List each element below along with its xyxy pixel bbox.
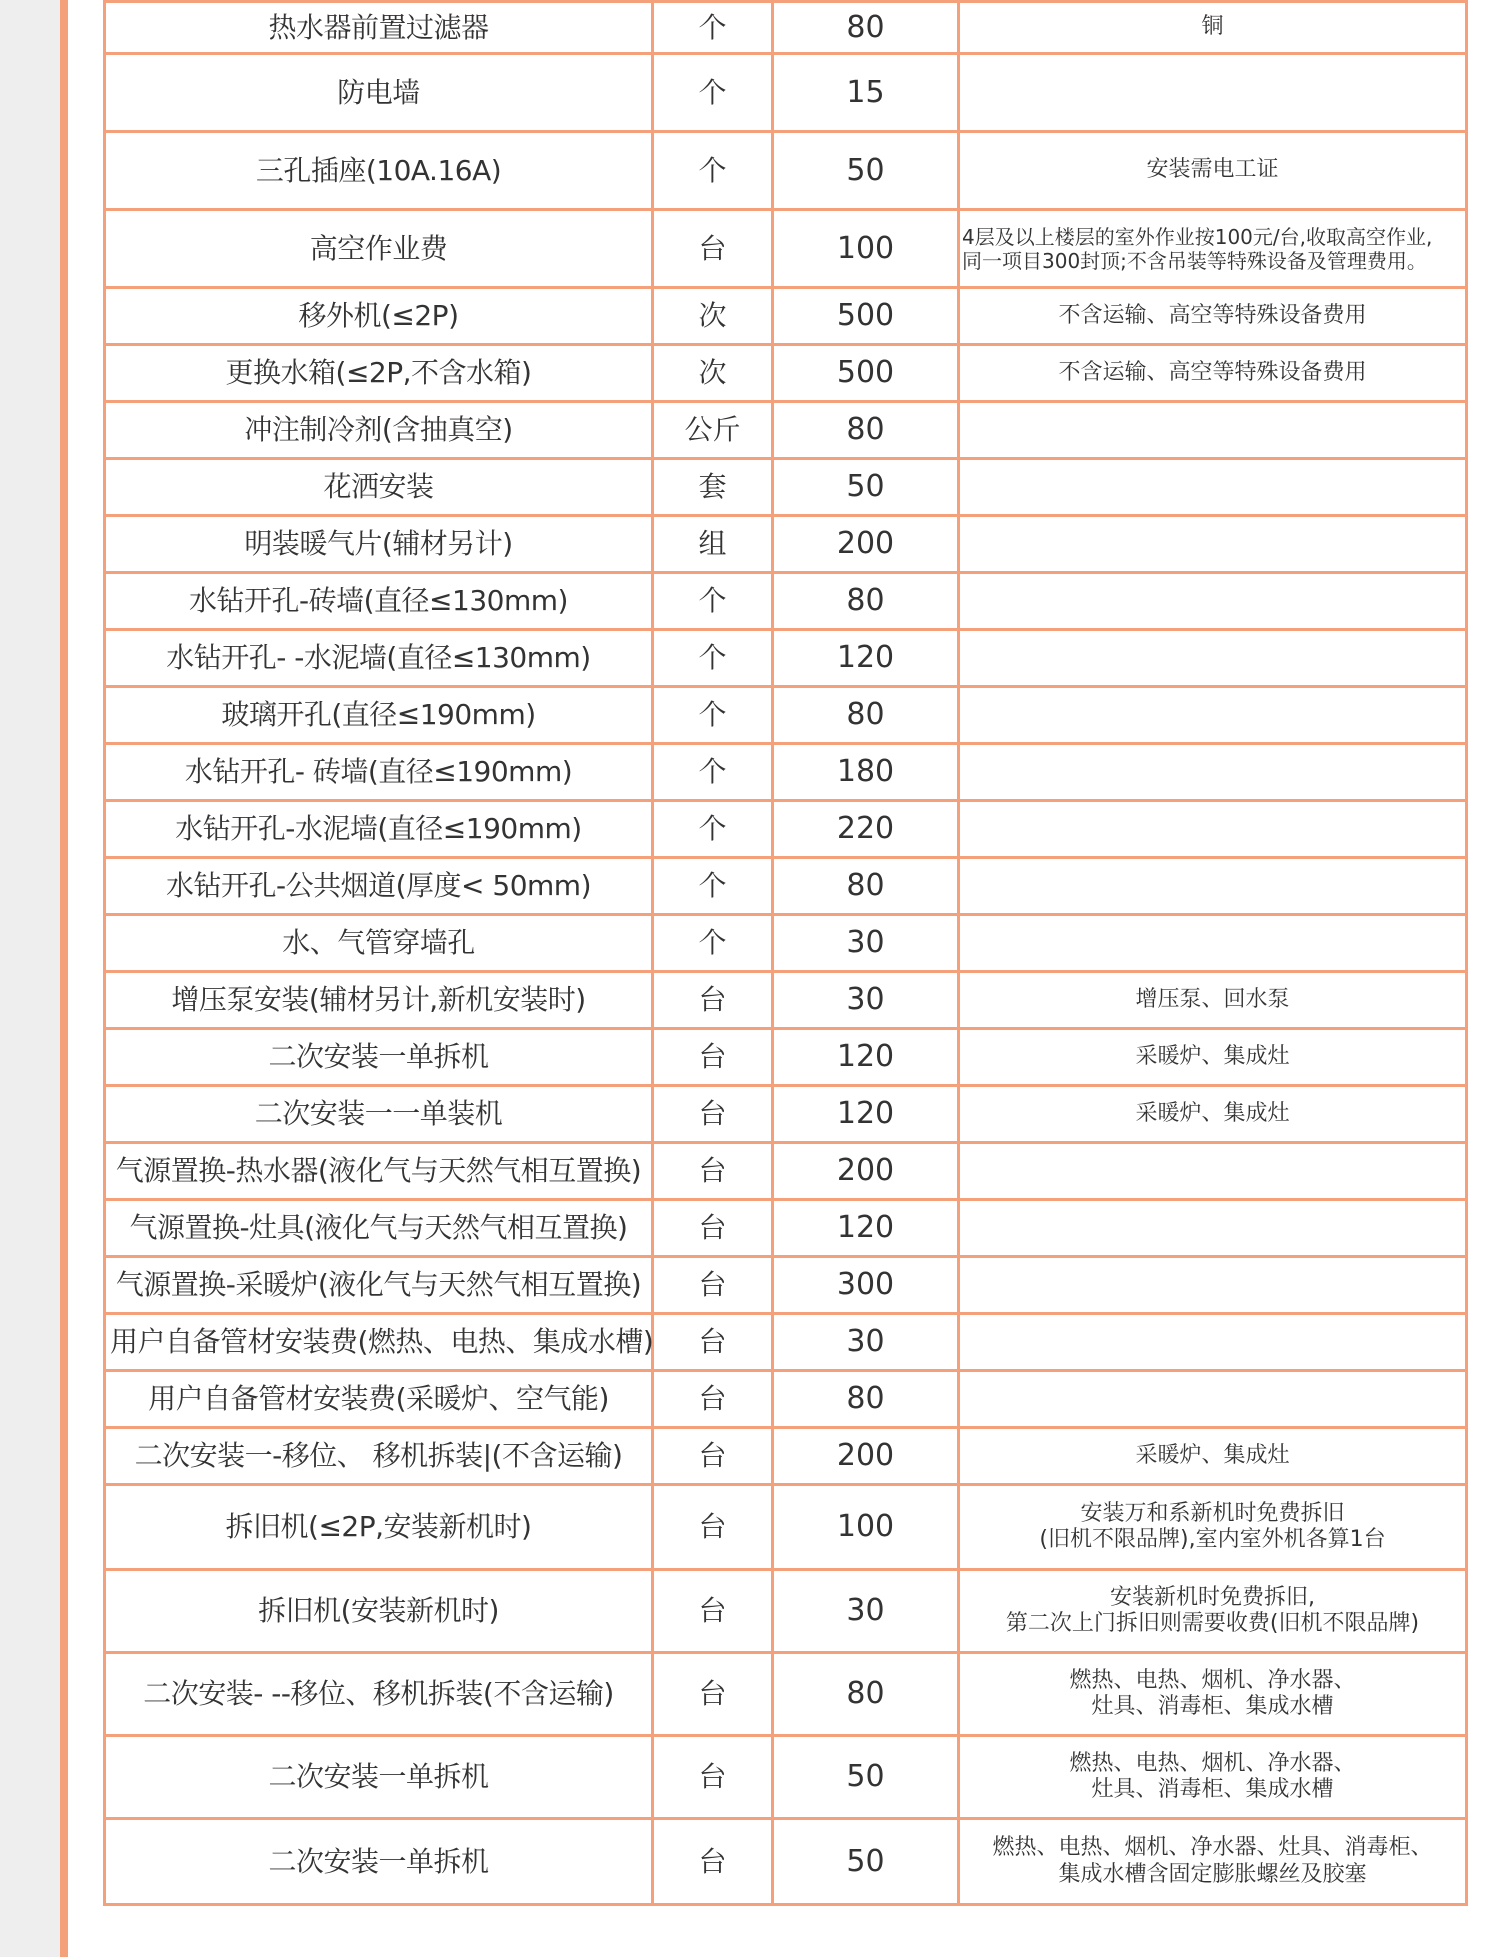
price-cell: 500: [773, 288, 959, 345]
price-cell: 30: [773, 1314, 959, 1371]
item-name-cell: 高空作业费: [105, 210, 653, 288]
note-cell: [959, 1653, 1467, 1736]
price-cell: 120: [773, 1086, 959, 1143]
note-cell: [959, 1736, 1467, 1819]
table-row: [105, 915, 1467, 972]
table-row: [105, 573, 1467, 630]
note-cell: [959, 915, 1467, 972]
price-cell: 50: [773, 132, 959, 210]
item-name-cell: 移外机(≤2P): [105, 288, 653, 345]
unit-cell: 个: [653, 687, 773, 744]
note-line: 安装新机时免费拆旧,: [1110, 1584, 1315, 1610]
price-table: [103, 0, 1468, 1906]
table-row: [105, 516, 1467, 573]
unit-cell: 台: [653, 1485, 773, 1570]
note-line: 燃热、电热、烟机、净水器、: [1069, 1750, 1356, 1776]
unit-cell: 次: [653, 288, 773, 345]
table-row: [105, 132, 1467, 210]
note-line: 增压泵、回水泵: [1135, 986, 1290, 1012]
note-cell: [959, 573, 1467, 630]
unit-cell: 台: [653, 1314, 773, 1371]
price-cell: 500: [773, 345, 959, 402]
price-cell: 30: [773, 1570, 959, 1653]
table-row: [105, 459, 1467, 516]
price-cell: 15: [773, 54, 959, 132]
price-cell: 120: [773, 630, 959, 687]
item-name-cell: 更换水箱(≤2P,不含水箱): [105, 345, 653, 402]
note-line: 4层及以上楼层的室外作业按100元/台,收取高空作业,: [962, 224, 1433, 249]
table-row: [105, 1086, 1467, 1143]
item-name-cell: 水、气管穿墙孔: [105, 915, 653, 972]
price-cell: 120: [773, 1029, 959, 1086]
item-name-cell: 花洒安装: [105, 459, 653, 516]
table-row: [105, 1257, 1467, 1314]
item-name-cell: 二次安装一一单装机: [105, 1086, 653, 1143]
note-line: 燃热、电热、烟机、净水器、灶具、消毒柜、: [992, 1835, 1433, 1861]
note-line: 灶具、消毒柜、集成水槽: [1091, 1694, 1334, 1719]
item-name-cell: 水钻开孔-水泥墙(直径≤190mm): [105, 801, 653, 858]
table-row: [105, 1314, 1467, 1371]
unit-cell: 个: [653, 858, 773, 915]
table-row: [105, 210, 1467, 288]
note-cell: [959, 1819, 1467, 1905]
table-row: [105, 1143, 1467, 1200]
note-line: 采暖炉、集成灶: [1135, 1100, 1290, 1126]
table-row: [105, 2, 1467, 54]
item-name-cell: 气源置换-灶具(液化气与天然气相互置换): [105, 1200, 653, 1257]
table-row: [105, 288, 1467, 345]
note-cell: [959, 1086, 1467, 1143]
item-name-cell: 三孔插座(10A.16A): [105, 132, 653, 210]
table-row: [105, 1570, 1467, 1653]
note-line: 燃热、电热、烟机、净水器、: [1069, 1667, 1356, 1693]
table-row: [105, 1200, 1467, 1257]
price-table-container: [103, 0, 1465, 1906]
item-name-cell: 拆旧机(≤2P,安装新机时): [105, 1485, 653, 1570]
note-line: 采暖炉、集成灶: [1135, 1043, 1290, 1069]
price-cell: 80: [773, 687, 959, 744]
unit-cell: 个: [653, 801, 773, 858]
price-table-body: [105, 2, 1467, 1905]
table-row: [105, 345, 1467, 402]
note-line: 安装万和系新机时免费拆旧: [1080, 1500, 1345, 1526]
unit-cell: 台: [653, 1570, 773, 1653]
price-cell: 200: [773, 1143, 959, 1200]
unit-cell: 个: [653, 630, 773, 687]
unit-cell: 次: [653, 345, 773, 402]
item-name-cell: 拆旧机(安装新机时): [105, 1570, 653, 1653]
note-cell: [959, 972, 1467, 1029]
note-line: 第二次上门拆旧则需要收费(旧机不限品牌): [1005, 1611, 1420, 1636]
note-line: 同一项目300封顶;不含吊装等特殊设备及管理费用。: [962, 248, 1427, 273]
item-name-cell: 热水器前置过滤器: [105, 2, 653, 54]
unit-cell: 个: [653, 744, 773, 801]
note-cell: [959, 459, 1467, 516]
table-row: [105, 1653, 1467, 1736]
note-cell: [959, 1485, 1467, 1570]
note-cell: [959, 132, 1467, 210]
item-name-cell: 冲注制冷剂(含抽真空): [105, 402, 653, 459]
note-cell: [959, 1314, 1467, 1371]
left-accent-stripe: [60, 0, 68, 1957]
table-row: [105, 1736, 1467, 1819]
table-row: [105, 744, 1467, 801]
note-line: (旧机不限品牌),室内室外机各算1台: [1039, 1527, 1386, 1552]
price-cell: 30: [773, 915, 959, 972]
note-line: 不含运输、高空等特殊设备费用: [1058, 302, 1367, 328]
price-cell: 50: [773, 1736, 959, 1819]
unit-cell: 组: [653, 516, 773, 573]
table-row: [105, 972, 1467, 1029]
price-cell: 200: [773, 516, 959, 573]
item-name-cell: 防电墙: [105, 54, 653, 132]
table-row: [105, 1485, 1467, 1570]
price-cell: 80: [773, 2, 959, 54]
table-row: [105, 1428, 1467, 1485]
unit-cell: 台: [653, 1736, 773, 1819]
item-name-cell: 气源置换-热水器(液化气与天然气相互置换): [105, 1143, 653, 1200]
price-cell: 80: [773, 1653, 959, 1736]
note-cell: [959, 288, 1467, 345]
unit-cell: 台: [653, 1257, 773, 1314]
unit-cell: 台: [653, 1428, 773, 1485]
price-cell: 220: [773, 801, 959, 858]
price-cell: 80: [773, 573, 959, 630]
price-cell: 100: [773, 1485, 959, 1570]
unit-cell: 套: [653, 459, 773, 516]
price-cell: 80: [773, 1371, 959, 1428]
table-row: [105, 54, 1467, 132]
table-row: [105, 801, 1467, 858]
unit-cell: 台: [653, 1086, 773, 1143]
price-cell: 80: [773, 858, 959, 915]
note-cell: [959, 858, 1467, 915]
unit-cell: 个: [653, 915, 773, 972]
note-cell: [959, 1428, 1467, 1485]
note-cell: [959, 1371, 1467, 1428]
price-cell: 120: [773, 1200, 959, 1257]
table-row: [105, 630, 1467, 687]
note-line: 集成水槽含固定膨胀螺丝及胶塞: [1058, 1861, 1367, 1887]
note-cell: [959, 1257, 1467, 1314]
unit-cell: 台: [653, 972, 773, 1029]
table-row: [105, 402, 1467, 459]
item-name-cell: 二次安装一单拆机: [105, 1819, 653, 1905]
item-name-cell: 二次安装一单拆机: [105, 1736, 653, 1819]
note-cell: [959, 744, 1467, 801]
price-cell: 300: [773, 1257, 959, 1314]
price-cell: 180: [773, 744, 959, 801]
item-name-cell: 水钻开孔-砖墙(直径≤130mm): [105, 573, 653, 630]
item-name-cell: 二次安装- --移位、移机拆装(不含运输): [105, 1653, 653, 1736]
note-cell: [959, 687, 1467, 744]
unit-cell: 台: [653, 1371, 773, 1428]
note-cell: [959, 345, 1467, 402]
note-line: 采暖炉、集成灶: [1135, 1442, 1290, 1468]
item-name-cell: 用户自备管材安装费(燃热、电热、集成水槽): [105, 1314, 653, 1371]
table-row: [105, 858, 1467, 915]
item-name-cell: 水钻开孔- -水泥墙(直径≤130mm): [105, 630, 653, 687]
note-line: 安装需电工证: [1146, 157, 1279, 183]
item-name-cell: 二次安装一单拆机: [105, 1029, 653, 1086]
price-cell: 30: [773, 972, 959, 1029]
unit-cell: 台: [653, 1653, 773, 1736]
note-cell: [959, 210, 1467, 288]
note-cell: [959, 1200, 1467, 1257]
note-cell: [959, 402, 1467, 459]
price-cell: 80: [773, 402, 959, 459]
unit-cell: 个: [653, 54, 773, 132]
price-cell: 50: [773, 459, 959, 516]
note-line: 不含运输、高空等特殊设备费用: [1058, 359, 1367, 385]
note-cell: [959, 1029, 1467, 1086]
unit-cell: 台: [653, 1200, 773, 1257]
unit-cell: 台: [653, 210, 773, 288]
note-line: 铜: [1201, 14, 1224, 40]
note-cell: [959, 516, 1467, 573]
item-name-cell: 二次安装一-移位、 移机拆装|(不含运输): [105, 1428, 653, 1485]
unit-cell: 个: [653, 132, 773, 210]
table-row: [105, 1371, 1467, 1428]
table-row: [105, 687, 1467, 744]
item-name-cell: 玻璃开孔(直径≤190mm): [105, 687, 653, 744]
price-cell: 50: [773, 1819, 959, 1905]
table-row: [105, 1029, 1467, 1086]
price-cell: 100: [773, 210, 959, 288]
unit-cell: 个: [653, 2, 773, 54]
table-row: [105, 1819, 1467, 1905]
note-cell: [959, 2, 1467, 54]
unit-cell: 台: [653, 1819, 773, 1905]
note-cell: [959, 1143, 1467, 1200]
note-cell: [959, 801, 1467, 858]
item-name-cell: 明装暖气片(辅材另计): [105, 516, 653, 573]
note-line: 灶具、消毒柜、集成水槽: [1091, 1777, 1334, 1802]
unit-cell: 公斤: [653, 402, 773, 459]
item-name-cell: 水钻开孔-公共烟道(厚度< 50mm): [105, 858, 653, 915]
item-name-cell: 气源置换-采暖炉(液化气与天然气相互置换): [105, 1257, 653, 1314]
item-name-cell: 用户自备管材安装费(采暖炉、空气能): [105, 1371, 653, 1428]
note-cell: [959, 1570, 1467, 1653]
item-name-cell: 水钻开孔- 砖墙(直径≤190mm): [105, 744, 653, 801]
price-cell: 200: [773, 1428, 959, 1485]
unit-cell: 个: [653, 573, 773, 630]
unit-cell: 台: [653, 1143, 773, 1200]
unit-cell: 台: [653, 1029, 773, 1086]
note-cell: [959, 54, 1467, 132]
note-cell: [959, 630, 1467, 687]
item-name-cell: 增压泵安装(辅材另计,新机安装时): [105, 972, 653, 1029]
left-gutter: [0, 0, 60, 1957]
